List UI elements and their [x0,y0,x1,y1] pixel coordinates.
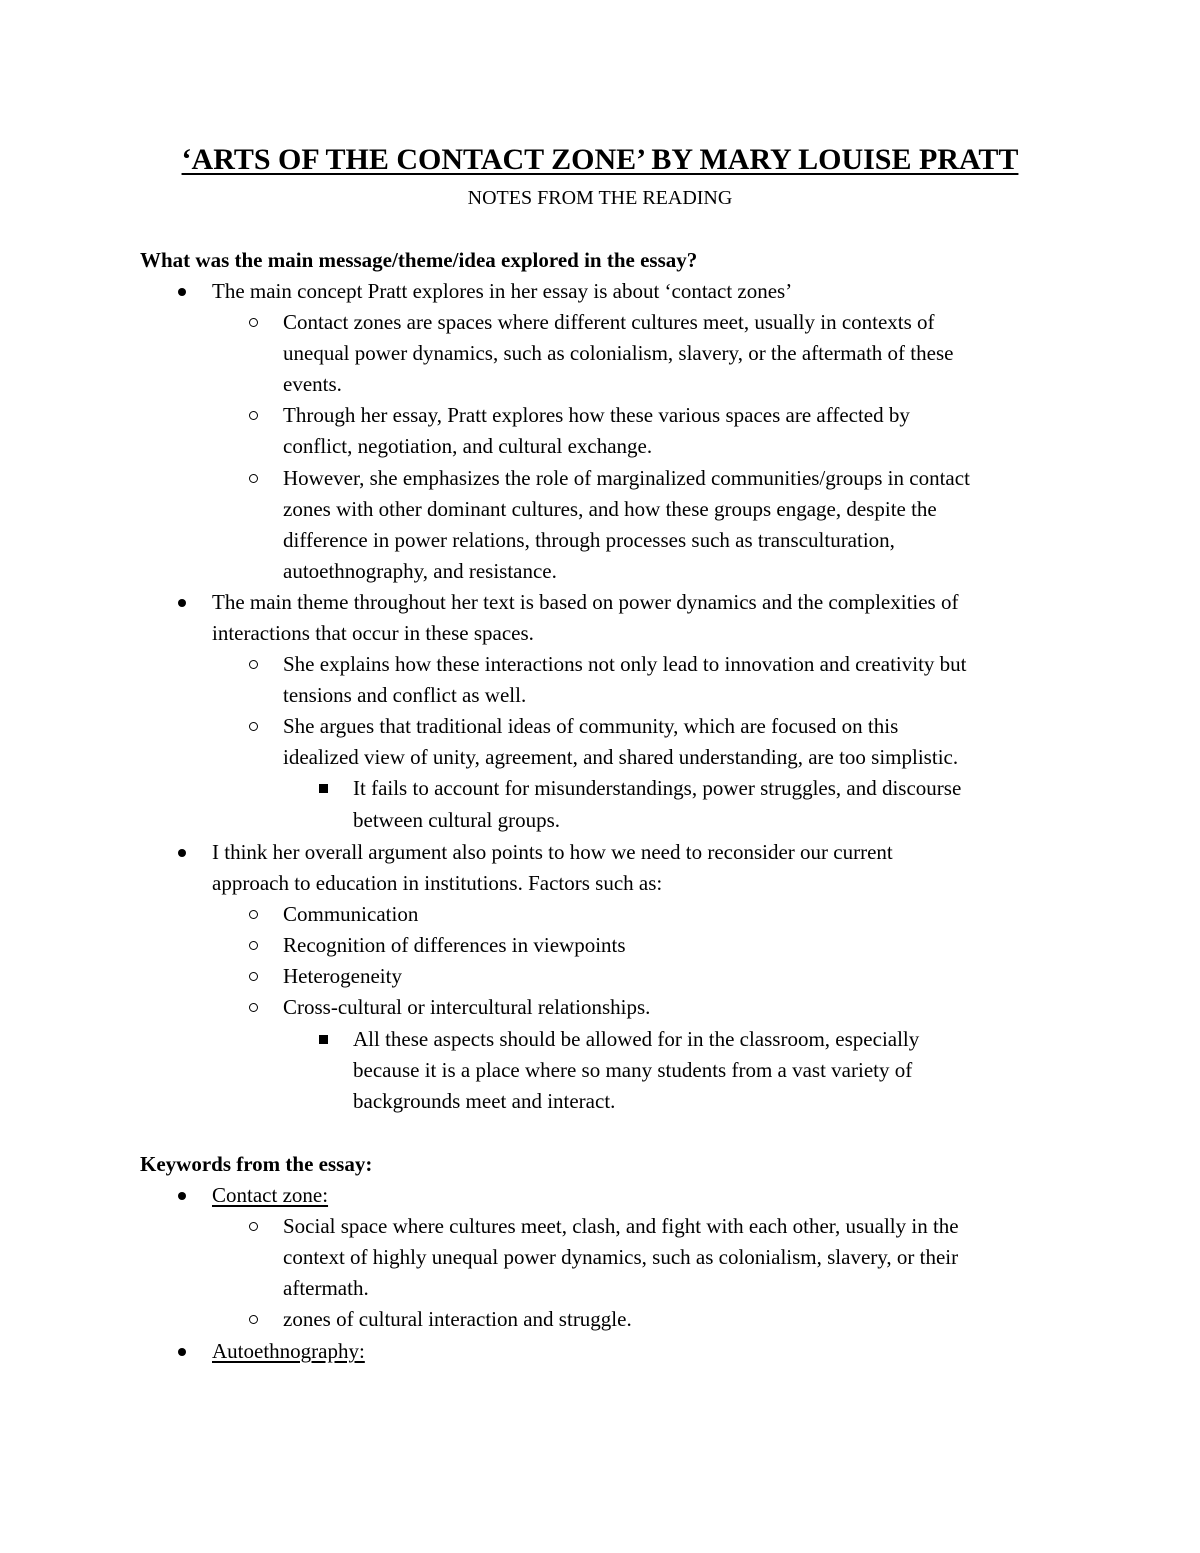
list-item-continuation: unequal power dynamics, such as colonialism, slavery, or the aftermath of these [283,341,954,365]
bullet-square-icon [313,773,333,804]
list-item-continuation: zones with other dominant cultures, and how these groups engage, despite the [283,497,937,521]
bullet-dot-icon [172,1336,192,1367]
list-item-continuation: events. [283,372,342,396]
bullet-circle-icon [243,400,263,431]
list-item: Through her essay, Pratt explores how these various spaces are affected by [283,403,910,427]
list-item-continuation: context of highly unequal power dynamics, such as colonialism, slavery, or their [283,1245,959,1269]
list-item-continuation: difference in power relations, through processes such as transculturation, [283,528,895,552]
list-item-continuation: tensions and conflict as well. [283,683,527,707]
keyword-term: Contact zone: [212,1183,329,1207]
keyword-term: Autoethnography: [212,1339,365,1363]
bullet-circle-icon [243,1304,263,1335]
document-title: ‘ARTS OF THE CONTACT ZONE’ BY MARY LOUISE PRATT [181,143,1019,176]
list-item: Heterogeneity [283,964,402,988]
bullet-circle-icon [243,899,263,930]
bullet-circle-icon [243,1211,263,1242]
list-item: It fails to account for misunderstandings, power struggles, and discourse [353,776,962,800]
bullet-square-icon [313,1024,333,1055]
section-heading-keywords: Keywords from the essay: [140,1152,373,1176]
bullet-circle-icon [243,463,263,494]
list-item-continuation: aftermath. [283,1276,369,1300]
list-item: The main theme throughout her text is based on power dynamics and the complexities of [212,590,959,614]
list-item: zones of cultural interaction and struggle. [283,1307,632,1331]
list-item: Communication [283,902,419,926]
list-item: Social space where cultures meet, clash, and fight with each other, usually in the [283,1214,959,1238]
bullet-dot-icon [172,276,192,307]
bullet-dot-icon [172,587,192,618]
list-item-continuation: conflict, negotiation, and cultural exchange. [283,434,653,458]
bullet-dot-icon [172,1180,192,1211]
list-item: She explains how these interactions not only lead to innovation and creativity but [283,652,967,676]
bullet-circle-icon [243,307,263,338]
document-subtitle: NOTES FROM THE READING [467,187,733,209]
list-item: Recognition of differences in viewpoints [283,933,626,957]
list-item-continuation: idealized view of unity, agreement, and shared understanding, are too simplistic. [283,745,959,769]
list-item-continuation: autoethnography, and resistance. [283,559,557,583]
bullet-circle-icon [243,992,263,1023]
list-item: The main concept Pratt explores in her essay is about ‘contact zones’ [212,279,793,303]
list-item-continuation: interactions that occur in these spaces. [212,621,534,645]
list-item-continuation: approach to education in institutions. Factors such as: [212,871,663,895]
list-item: I think her overall argument also points to how we need to reconsider our current [212,840,893,864]
list-item: However, she emphasizes the role of marginalized communities/groups in contact [283,466,970,490]
bullet-dot-icon [172,837,192,868]
list-item: Cross-cultural or intercultural relationships. [283,995,651,1019]
list-item: She argues that traditional ideas of community, which are focused on this [283,714,899,738]
bullet-circle-icon [243,649,263,680]
list-item-continuation: because it is a place where so many students from a vast variety of [353,1058,913,1082]
bullet-circle-icon [243,711,263,742]
bullet-circle-icon [243,930,263,961]
bullet-circle-icon [243,961,263,992]
list-item: All these aspects should be allowed for in the classroom, especially [353,1027,920,1051]
list-item: Contact zones are spaces where different cultures meet, usually in contexts of [283,310,935,334]
list-item-continuation: backgrounds meet and interact. [353,1089,616,1113]
list-item-continuation: between cultural groups. [353,808,561,832]
section-heading-main-message: What was the main message/theme/idea explored in the essay? [140,248,698,272]
